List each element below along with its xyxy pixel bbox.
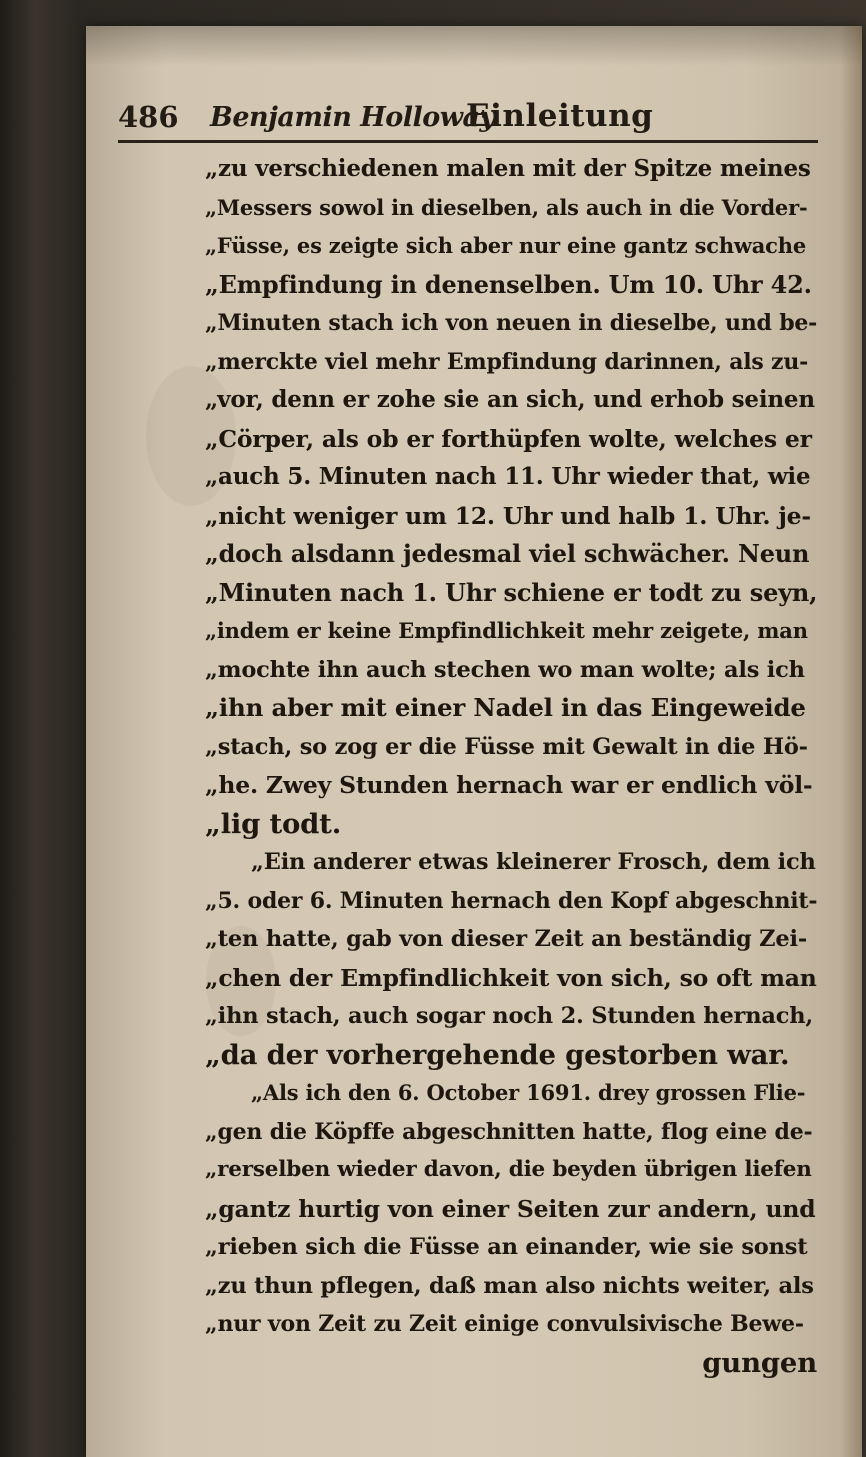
text-line: „Als ich den 6. October 1691. drey grossen Flie- [251, 1080, 806, 1105]
page-edge-shadow [840, 26, 862, 1457]
text-line: „zu verschiedenen malen mit der Spitze meines [205, 155, 811, 182]
catchword: gungen [702, 1346, 817, 1379]
body-text [205, 150, 817, 1382]
text-line: „Ein anderer etwas kleinerer Frosch, dem ich [251, 849, 816, 875]
text-line: „gen die Köpffe abgeschnitten hatte, flog eine de- [205, 1118, 813, 1145]
text-line: „Cörper, als ob er forthüpfen wolte, welches er [205, 424, 812, 453]
text-line: „Minuten stach ich von neuen in dieselbe, und be- [205, 310, 818, 336]
text-line: „5. oder 6. Minuten hernach den Kopf abgeschnit- [205, 887, 818, 914]
text-line: „ihn stach, auch sogar noch 2. Stunden hernach, [205, 1003, 814, 1029]
paragraph-3 [205, 1074, 817, 1344]
text-line: „nur von Zeit zu Zeit einige convulsivische Bewe- [205, 1311, 804, 1337]
text-line: „Empfindung in denenselben. Um 10. Uhr 42. [205, 269, 812, 299]
text-line: „da der vorhergehende gestorben war. [205, 1038, 790, 1071]
text-line: „chen der Empfindlichkeit von sich, so oft man [205, 963, 817, 992]
text-line: „doch alsdann jedesmal viel schwächer. Neun [205, 539, 810, 568]
text-line: „he. Zwey Stunden hernach war er endlich völ- [205, 771, 813, 799]
running-header [118, 94, 818, 144]
text-line: „indem er keine Empfindlichkeit mehr zeigete, man [205, 618, 808, 643]
header-rule [118, 140, 818, 143]
text-line: „Minuten nach 1. Uhr schiene er todt zu seyn, [205, 577, 818, 607]
running-title: Einleitung [466, 98, 654, 134]
text-line: „vor, denn er zohe sie an sich, und erhob seinen [205, 386, 815, 413]
text-line: „nicht weniger um 12. Uhr und halb 1. Uhr. je- [205, 501, 811, 530]
text-line: „ihn aber mit einer Nadel in das Eingeweide [205, 693, 806, 722]
text-line: „gantz hurtig von einer Seiten zur andern, und [205, 1194, 816, 1223]
text-line: „rieben sich die Füsse an einander, wie sie sonst [205, 1234, 808, 1260]
page-shadow-top [86, 26, 862, 66]
text-line: „ten hatte, gab von dieser Zeit an beständig Zei- [205, 926, 807, 952]
text-line: „zu thun pflegen, daß man also nichts weiter, als [205, 1272, 814, 1299]
text-line: „merckte viel mehr Empfindung darinnen, als zu- [205, 348, 809, 375]
text-line: „Füsse, es zeigte sich aber nur eine gantz schwache [205, 233, 806, 258]
paragraph-2 [205, 843, 817, 1074]
text-line: „stach, so zog er die Füsse mit Gewalt in die Hö- [205, 733, 808, 760]
text-line: „Messers sowol in dieselben, als auch in die Vorder- [205, 194, 808, 220]
text-line: „auch 5. Minuten nach 11. Uhr wieder that, wie [205, 463, 811, 490]
text-line: „rerselben wieder davon, die beyden übrigen liefen [205, 1157, 812, 1182]
page-number: 486 [118, 100, 179, 134]
text-line: „mochte ihn auch stechen wo man wolte; als ich [205, 656, 805, 683]
text-line: „lig todt. [205, 807, 342, 840]
paragraph-1 [205, 150, 817, 843]
running-author: Benjamin Holloway [210, 102, 495, 133]
